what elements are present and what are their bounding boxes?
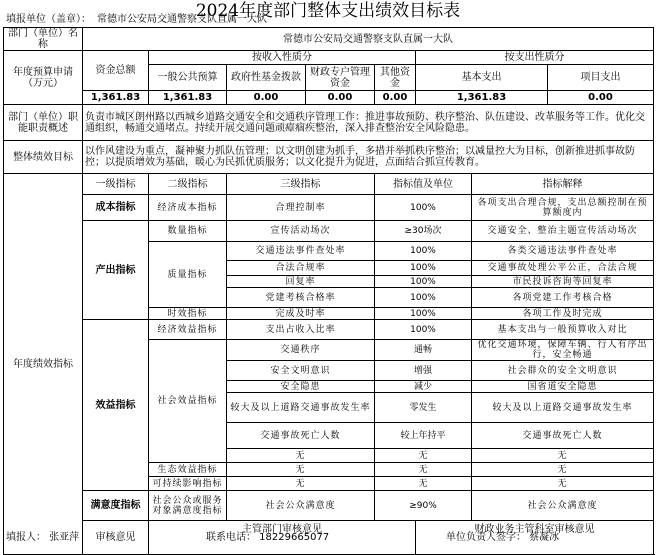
desc-cell: 各项党建工作考核合格 [472, 288, 654, 308]
desc-cell: 无 [472, 477, 654, 491]
value-cell: 较上年持平 [375, 423, 472, 449]
review-label: 审核意见 [83, 521, 149, 555]
level3-cell: 安全隐患 [227, 381, 375, 393]
filler-info: 填报人： 张亚萍 [6, 532, 80, 543]
dept-label: 部门（单位）名称 [4, 28, 83, 51]
desc-cell: 各类交通违法事件查处率 [472, 242, 654, 261]
level2-economic-benefit: 经济效益指标 [149, 320, 227, 340]
level3-cell: 支出占收入比率 [227, 320, 375, 340]
col-general-budget: 一般公共预算 [149, 65, 227, 91]
col-basic-expense: 基本支出 [416, 65, 548, 91]
header-level1: 一级指标 [83, 174, 149, 195]
dept-review-label: 主管部门审核意见 [149, 521, 416, 555]
value-cell: 零发生 [375, 393, 472, 423]
level3-cell: 安全文明意识 [227, 361, 375, 381]
duties-label: 部门（单位）职能职责概述 [4, 105, 83, 141]
finance-review-label: 财政业务主管科室审核意见 [416, 521, 654, 555]
desc-cell: 社会群众的安全文明意识 [472, 361, 654, 381]
level2-quality: 质量指标 [149, 242, 227, 308]
level3-cell: 交通秩序 [227, 340, 375, 361]
desc-cell: 市民投诉咨询等回复率 [472, 276, 654, 288]
col-gov-fund: 政府性基金拨款 [227, 65, 306, 91]
desc-cell: 无 [472, 463, 654, 477]
filing-unit-value: 常德市公安局交通警察支队直属一大队 [97, 14, 267, 25]
expense-group-label: 按支出性质分 [416, 51, 654, 65]
level3-cell: 无 [227, 449, 375, 463]
value-cell: 100% [375, 288, 472, 308]
total-value: 1,361.83 [83, 91, 149, 105]
other-funds-value: 0.00 [375, 91, 416, 105]
value-cell: 100% [375, 308, 472, 320]
level3-cell: 交通事故死亡人数 [227, 423, 375, 449]
budget-values-row [4, 91, 654, 105]
filing-unit-label: 填报单位（盖章）： [6, 14, 91, 25]
header-desc: 指标解释 [472, 174, 654, 195]
level3-cell: 回复率 [227, 276, 375, 288]
desc-cell: 无 [472, 449, 654, 463]
phone-info: 联系电话： 18229665077 [206, 532, 330, 543]
level1-satisfaction: 满意度指标 [83, 491, 149, 521]
total-label: 资金总额 [83, 51, 149, 91]
level3-cell: 无 [227, 463, 375, 477]
level2-quantity: 数量指标 [149, 221, 227, 242]
level3-cell: 宣传活动场次 [227, 221, 375, 242]
desc-cell: 社会公众满意度 [472, 491, 654, 521]
level3-cell: 较大及以上道路交通事故发生率 [227, 393, 375, 423]
level1-benefit: 效益指标 [83, 320, 149, 491]
header-level3: 三级指标 [227, 174, 375, 195]
goal-row [4, 141, 654, 174]
value-cell: 通畅 [375, 340, 472, 361]
desc-cell: 各项工作及时完成 [472, 308, 654, 320]
performance-table [3, 27, 654, 555]
page-title: 2024年度部门整体支出绩效目标表 [195, 1, 461, 21]
desc-cell: 较大及以上道路交通事故发生率 [472, 393, 654, 423]
level2-timeliness: 时效指标 [149, 308, 227, 320]
duties-row [4, 105, 654, 141]
level2-public-satisfaction: 社会公众或服务对象满意度指标 [149, 491, 227, 521]
header-value: 指标值及单位 [375, 174, 472, 195]
special-account-value: 0.00 [306, 91, 375, 105]
indicators-section-label: 年度绩效指标 [4, 174, 83, 555]
desc-cell: 基本支出与一般预算收入对比 [472, 320, 654, 340]
value-cell: 无 [375, 449, 472, 463]
level3-cell: 党建考核合格率 [227, 288, 375, 308]
level3-cell: 社会公众满意度 [227, 491, 375, 521]
project-expense-value: 0.00 [548, 91, 654, 105]
goal-text: 以作风建设为重点，凝神聚力抓队伍管理；以文明创建为抓手，多措并举抓秩序整治；以减量控大为目标，创新推进抓事故防控；以提质增效为基础，暖心为民抓优质服务；以文化提升为促进，点面结合抓宣传教育。 [83, 141, 654, 174]
duties-text: 负责市城区朗州路以西城乡道路交通安全和交通秩序管理工作：推进事故预防、秩序整治、队伍建设、改革服务等工作。优化交通组织，畅通交通堵点。持续开展交通问题顽瘴痼疾整治，深入排查整治安全风险隐患。 [83, 105, 654, 141]
basic-expense-value: 1,361.83 [416, 91, 548, 105]
desc-cell: 各项支出合理合规，支出总额控制在预算额度内 [472, 195, 654, 221]
value-cell: 100% [375, 320, 472, 340]
gov-fund-value: 0.00 [227, 91, 306, 105]
value-cell: 无 [375, 477, 472, 491]
level2-ecological: 生态效益指标 [149, 463, 227, 477]
goal-label: 整体绩效目标 [4, 141, 83, 174]
income-group-label: 按收入性质分 [149, 51, 416, 65]
value-cell: 100% [375, 242, 472, 261]
col-special-account: 财政专户管理资金 [306, 65, 375, 91]
value-cell: ≥90% [375, 491, 472, 521]
desc-cell: 交通安全、整治主题宣传活动场次 [472, 221, 654, 242]
level3-cell: 合理控制率 [227, 195, 375, 221]
desc-cell: 优化交通环境，保障车辆、行人有序出行，安全畅通 [472, 340, 654, 361]
desc-cell: 国省道安全隐患 [472, 381, 654, 393]
indicator-header-row [4, 174, 654, 195]
desc-cell: 交通事故死亡人数 [472, 423, 654, 449]
value-cell: 100% [375, 195, 472, 221]
level2-social-benefit: 社会效益指标 [149, 340, 227, 463]
value-cell: 减少 [375, 381, 472, 393]
value-cell: 增强 [375, 361, 472, 381]
level1-output: 产出指标 [83, 221, 149, 320]
level3-cell: 合法合规率 [227, 261, 375, 276]
col-other-funds: 其他资金 [375, 65, 416, 91]
table-row [4, 320, 654, 340]
table-row [4, 195, 654, 221]
value-cell: 100% [375, 261, 472, 276]
level1-cost: 成本指标 [83, 195, 149, 221]
budget-label: 年度预算申请（万元） [4, 51, 83, 105]
general-budget-value: 1,361.83 [149, 91, 227, 105]
level3-cell: 交通违法事件查处率 [227, 242, 375, 261]
level2-economic-cost: 经济成本指标 [149, 195, 227, 221]
dept-row [4, 28, 654, 51]
table-row [4, 221, 654, 242]
value-cell: 100% [375, 276, 472, 288]
filing-unit-line [6, 14, 267, 26]
level3-cell: 无 [227, 477, 375, 491]
header-level2: 二级指标 [149, 174, 227, 195]
col-project-expense: 项目支出 [548, 65, 654, 91]
desc-cell: 交通事故处理公平公正，合法合规 [472, 261, 654, 276]
dept-value: 常德市公安局交通警察支队直属一大队 [83, 28, 654, 51]
table-row [4, 491, 654, 521]
level2-sustainable: 可持续影响指标 [149, 477, 227, 491]
value-cell: ≥30场次 [375, 221, 472, 242]
level3-cell: 完成及时率 [227, 308, 375, 320]
value-cell: 无 [375, 463, 472, 477]
signer-info: 单位负责人签字： 蔡凝冰 [446, 532, 560, 543]
budget-group-row [4, 51, 654, 65]
